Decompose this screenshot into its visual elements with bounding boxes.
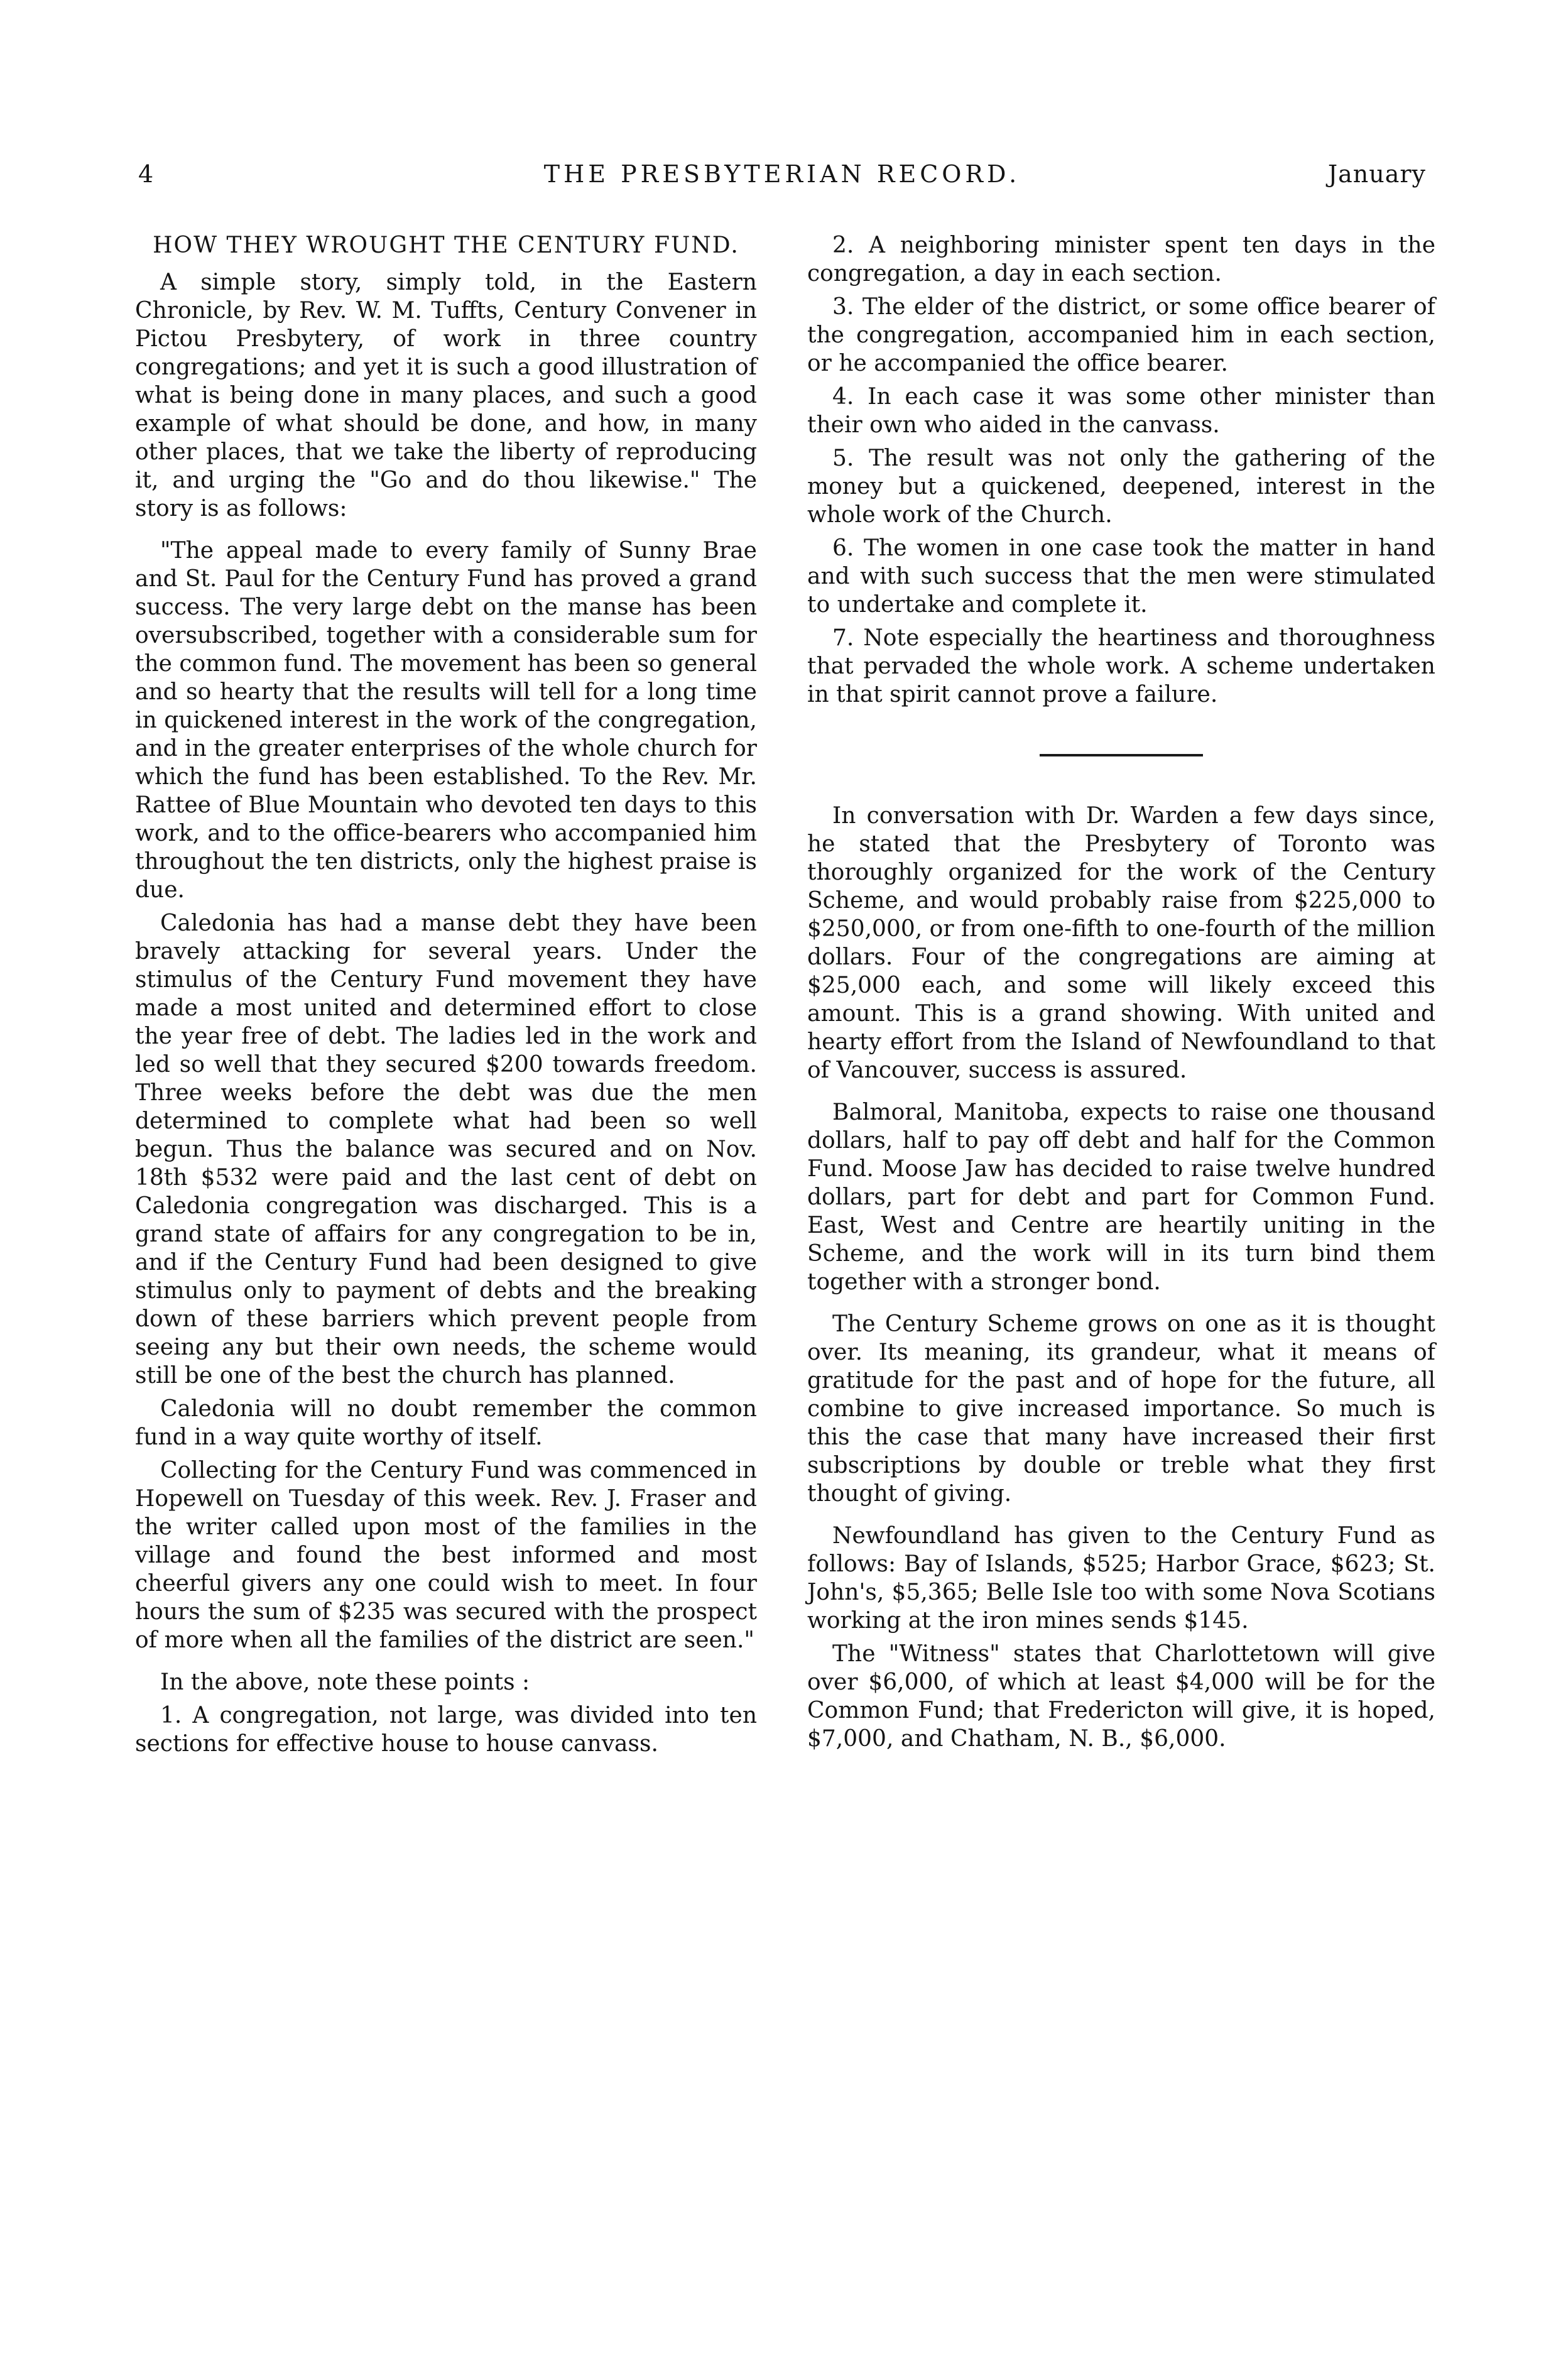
page-header [138,160,1426,198]
point-item: 2. A neighboring minister spent ten days in the congregation, a day in each section. [807,232,1435,287]
quote-paragraph: "The appeal made to every family of Sunny Brae and St. Paul for the Century Fund has proved a grand success. The very large debt on the manse has been oversubscribed, together with a considerable sum for the common fund. The movement has been so general and so hearty that the results will tell for a long time in quickened interest in the work of the congregation, and in the greater enterprises of the whole church for which the fund has been established. To the Rev. Mr. Rattee of Blue Mountain who devoted ten days to this work, and to the office-bearers who accompanied him throughout the ten districts, only the highest praise is due. [135,538,757,903]
point-item: 4. In each case it was some other minister than their own who aided in the canvass. [807,384,1435,438]
article-title: HOW THEY WROUGHT THE CENTURY FUND. [153,232,739,258]
point-item: 5. The result was not only the gathering of the money but a quickened, deepened, interest in the whole work of the Church. [807,445,1435,528]
note-paragraph: In conversation with Dr. Warden a few days since, he stated that the Presbytery of Toronto was thoroughly organized for the work of the Century Scheme, and would probably raise from $225,000 to $250,000, or from one-fifth to one-fourth of the million dollars. Four of the congregations are aiming at $25,000 each, and some will likely exceed this amount. This is a grand showing. With united and hearty effort from the Island of Newfoundland to that of Vancouver, success is assured. [807,803,1435,1083]
section-divider [1040,754,1203,756]
point-item: 7. Note especially the heartiness and thoroughness that pervaded the whole work. A scheme undertaken in that spirit cannot prove a failure. [807,625,1435,707]
quote-paragraph: Caledonia has had a manse debt they have been bravely attacking for several years. Under the stimulus of the Century Fund movement they have made a most united and determined effort to close the year free of debt. The ladies led in the work and led so well that they secured $200 towards freedom. Three weeks before the debt was due the men determined to complete what had been so well begun. Thus the balance was secured and on Nov. 18th $532 were paid and the last cent of debt on Caledonia congregation was discharged. This is a grand state of affairs for any congregation to be in, and if the Century Fund had been designed to give stimulus only to payment of debts and the breaking down of these barriers which prevent people from seeing any but their own needs, the scheme would still be one of the best the church has planned. [135,910,757,1389]
article-intro: A simple story, simply told, in the Eastern Chronicle, by Rev. W. M. Tuffts, Century Convener in Pictou Presbytery, of work in three country congregations; and yet it is such a good illustration of what is being done in many places, and such a good example of what should be done, and how, in many other places, that we take the liberty of reproducing it, and urging the "Go and do thou likewise." The story is as follows: [135,270,757,521]
point-item: 1. A congregation, not large, was divided into ten sections for effective house to house canvass. [135,1703,757,1757]
quote-paragraph: Caledonia will no doubt remember the common fund in a way quite worthy of itself. [135,1396,757,1450]
issue-month: January [1327,160,1426,188]
point-item: 6. The women in one case took the matter in hand and with such success that the men were stimulated to undertake and complete it. [807,535,1435,618]
right-column [807,231,1435,1758]
note-paragraph: Newfoundland has given to the Century Fund as follows: Bay of Islands, $525; Harbor Grace, $623; St. John's, $5,365; Belle Isle too with some Nova Scotians working at the iron mines sends $145. [807,1523,1435,1634]
points-intro: In the above, note these points : [160,1669,530,1695]
note-paragraph: The "Witness" states that Charlottetown will give over $6,000, of which at least $4,000 will be for the Common Fund; that Fredericton will give, it is hoped, $7,000, and Chatham, N. B., $6,000. [807,1641,1435,1752]
note-paragraph: The Century Scheme grows on one as it is thought over. Its meaning, its grandeur, what it means of gratitude for the past and of hope for the future, all combine to give increased importance. So much is this the case that many have increased their first subscriptions by double or treble what they first thought of giving. [807,1311,1435,1507]
point-item: 3. The elder of the district, or some office bearer of the congregation, accompanied him in each section, or he accompanied the office bearer. [807,294,1435,376]
left-column [135,231,757,1763]
note-paragraph: Balmoral, Manitoba, expects to raise one thousand dollars, half to pay off debt and half for the Common Fund. Moose Jaw has decided to raise twelve hundred dollars, part for debt and part for Common Fund. East, West and Centre are heartily uniting in the Scheme, and the work will in its turn bind them together with a stronger bond. [807,1100,1435,1295]
running-title: THE PRESBYTERIAN RECORD. [543,160,1021,188]
page-number: 4 [138,160,155,188]
quote-paragraph: Collecting for the Century Fund was commenced in Hopewell on Tuesday of this week. Rev. J. Fraser and the writer called upon most of the families in the village and found the best informed and most cheerful givers any one could wish to meet. In four hours the sum of $235 was secured with the prospect of more when all the families of the district are seen." [135,1458,757,1653]
